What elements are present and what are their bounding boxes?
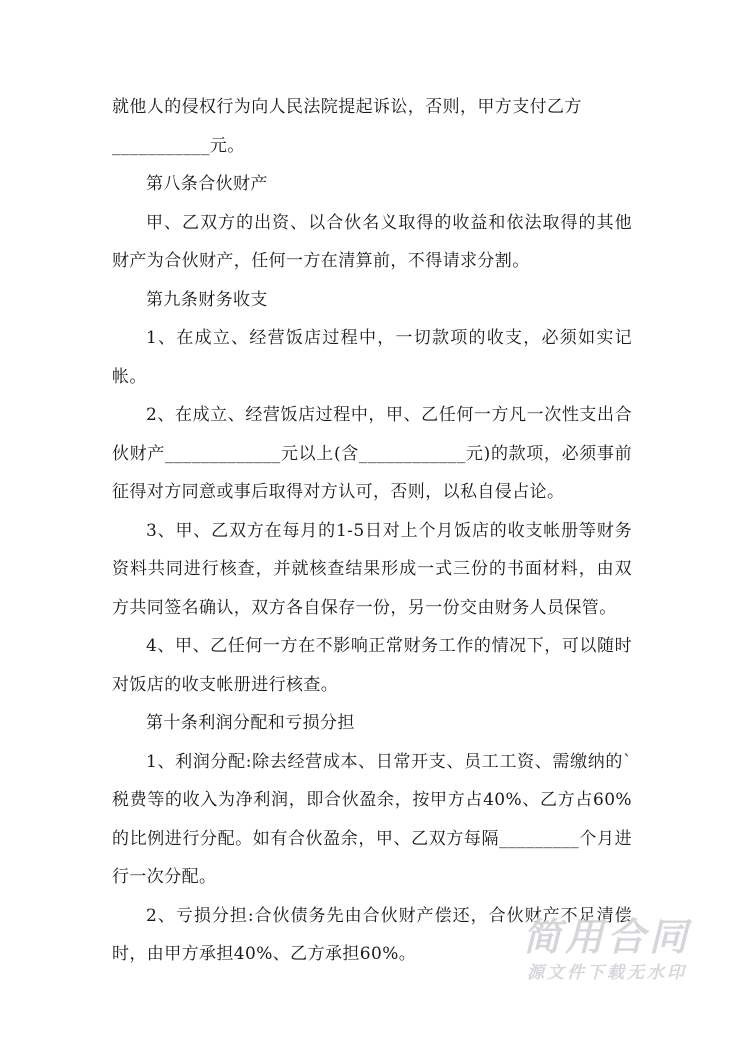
- paragraph-amount-blank: ___________元。: [112, 135, 245, 156]
- heading-article-10: 第十条利润分配和亏损分担: [146, 713, 355, 733]
- heading-article-9: 第九条财务收支: [146, 289, 268, 310]
- heading-article-8: 第八条合伙财产: [146, 174, 268, 194]
- paragraph-lawsuit-continued: 就他人的侵权行为向人民法院提起诉讼，否则，甲方支付乙方: [112, 97, 582, 117]
- document-body: [112, 88, 632, 974]
- paragraph-loss-sharing: 2、亏损分担:合伙债务先由合伙财产偿还，合伙财产不足清偿时，由甲方承担40%、乙方承担60%。: [112, 905, 632, 964]
- paragraph-finance-item-2: 2、在成立、经营饭店过程中，甲、乙任何一方凡一次性支出合伙财产_____________元以上(含____________元)的款项，必须事前征得对方同意或事后取得对方认可，否则，以私自侵占论。: [112, 405, 632, 502]
- paragraph-finance-item-3: 3、甲、乙双方在每月的1-5日对上个月饭店的收支帐册等财务资料共同进行核查，并就核查结果形成一式三份的书面材料，由双方共同签名确认，双方各自保存一份，另一份交由财务人员保管。: [112, 520, 632, 618]
- paragraph-finance-item-4: 4、甲、乙任何一方在不影响正常财务工作的情况下，可以随时对饭店的收支帐册进行核查。: [112, 636, 632, 695]
- watermark-title: 简用合同: [522, 915, 691, 959]
- paragraph-profit-distribution: 1、利润分配:除去经营成本、日常开支、员工工资、需缴纳的`税费等的收入为净利润，即合伙盈余，按甲方占40%、乙方占60%的比例进行分配。如有合伙盈余，甲、乙双方每隔_________个月进行一次分配。: [112, 751, 632, 887]
- watermark-subtitle: 源文件下载无水印: [527, 963, 687, 983]
- paragraph-finance-item-1: 1、在成立、经营饭店过程中，一切款项的收支，必须如实记帐。: [112, 328, 632, 387]
- paragraph-partnership-property: 甲、乙双方的出资、以合伙名义取得的收益和依法取得的其他财产为合伙财产，任何一方在清算前，不得请求分割。: [112, 212, 632, 271]
